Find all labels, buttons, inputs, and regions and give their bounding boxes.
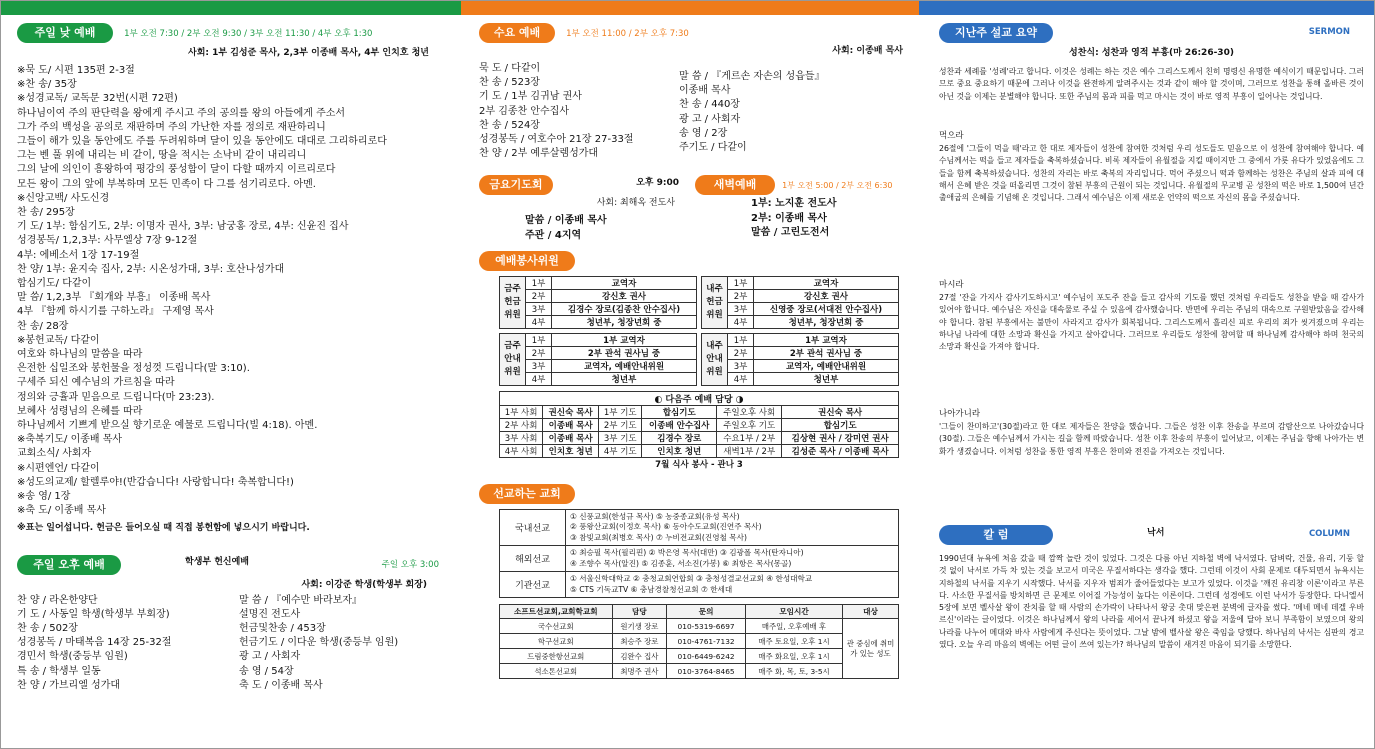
mission-group-cell: 학구선교회 [500,634,613,649]
committee-table [499,276,697,329]
mission-items [566,572,899,598]
afternoon-right-list [239,594,447,693]
committee-person: 청년부, 청장년회 중 [552,315,697,328]
next-week-cell: 4부 사회 [500,444,543,457]
afternoon-line: 경민서 학생(중등부 임원) [17,651,128,663]
committee-part: 3부 [526,302,552,315]
wednesday-line: 광 고 / 사회자 [679,113,741,125]
order-line: ※축복기도/ 이종배 목사 [17,434,123,446]
next-week-cell: 김성준 목사 / 이종배 목사 [782,444,899,457]
order-line: 구세주 되신 예수님의 가르침을 따라 [17,377,175,389]
committee-label: 금주 안내 위원 [500,333,526,385]
mission-item: ③ 참빛교회(최병호 목사) ⑦ 누비전교회(진영철 목사) [570,532,747,542]
next-week-cell: 이종배 목사 [543,418,599,431]
order-line: 그의 날에 의인이 흥왕하여 평강의 풍성함이 달이 다할 때까지 이르리로다 [17,164,336,176]
next-week-cell: 3부 사회 [500,431,543,444]
committee-person: 청년부 [754,372,899,385]
dawn-service-title: 새벽예배 [695,175,775,195]
afternoon-line: 송 영 / 54장 [239,665,294,677]
order-line: ※성도의교제/ 할렐루야!(반갑습니다! 사랑합니다! 축복합니다!) [17,476,294,488]
dawn-service-list [695,197,909,240]
order-line: 합심기도/ 다같이 [17,278,92,290]
afternoon-line: 헌금기도 / 이다운 학생(중등부 임원) [239,637,399,649]
mission-item: ① 서울신학대학교 ② 충청교회연합회 ③ 충청성결교선교회 ④ 한성대학교 [570,574,813,584]
next-week-cell: 인치호 청년 [642,444,717,457]
next-week-cell: 주일오후 사회 [717,405,782,418]
afternoon-line: 광 고 / 사회자 [239,651,301,663]
sermon-section-body: 26절에 '그들이 먹을 때'라고 한 대로 제자들이 성찬에 참여한 것처럼 우리 성도들도 믿음으로 이 성찬에 참여해야 합니다. 예수님께서는 떡을 들고 제자들을 축복하셨습니다. 비록 제자들이 유월절을 지킬 때이지만 그 중에서 가룟 유다가 있었음에도 그들을 함께 축복하셨습니다. 성찬의 자리는 바로 축복의 자리입니다. 먹어 주셨으니 떡과 함께하는 성찬은 주님의 살과 피에 대해서 은혜 받은 것을 떠올리면 그것이 참된 부흥의 근원이 되는 것입니다. 유월절의 무교병 곧 성찬의 떡은 바로 1,500여 년간 출애굽의 은혜를 기념해 온 것입니다. 그래서 예수님은 이제 새로운 언약의 떡으로 자신의 몸을 주셨습니다. [939,144,1364,203]
mission-group-cell: 010-3764-8465 [667,664,746,679]
wednesday-line: 2부 김종찬 안수집사 [479,105,569,117]
friday-prayer-block [479,173,689,242]
committee-part: 4부 [526,315,552,328]
mission-group-head: 문의 [667,605,746,619]
mission-items [566,546,899,572]
committee-part: 4부 [728,372,754,385]
column-weekday [479,15,909,746]
committee-table [499,333,697,386]
blue-band [919,1,1375,15]
order-line: ※송 영/ 1장 [17,491,71,503]
mission-label: 국내선교 [500,509,566,546]
committee-part: 1부 [526,333,552,346]
friday-prayer-list [479,214,689,242]
wednesday-line: 찬 송 / 524장 [479,119,540,131]
committee-person: 신영중 장로(서대전 안수집사) [754,302,899,315]
next-week-cell: 2부 기도 [599,418,642,431]
sermon-tag: SERMON [1308,27,1350,37]
afternoon-left-list [17,594,239,693]
mission-group-head: 담당 [612,605,667,619]
next-week-cell: 수요1부 / 2부 [717,431,782,444]
next-week-cell: 김상현 권사 / 강미연 권사 [782,431,899,444]
mission-group-head: 대상 [843,605,899,619]
next-week-cell: 인치호 청년 [543,444,599,457]
wednesday-line: 이종배 목사 [679,85,731,97]
dawn-service-time: 1부 오전 5:00 / 2부 오전 6:30 [782,181,893,191]
sunday-service-title: 주일 낮 예배 [17,23,113,43]
service-committee-tables [479,276,909,386]
mission-group-target: 관 중심에 취미가 있는 성도 [843,619,899,679]
committee-part: 2부 [728,289,754,302]
orange-band [461,1,919,15]
friday-line: 말씀 / 이종배 목사 [525,215,607,227]
committee-person: 교역자 [754,276,899,289]
committee-label: 내주 안내 위원 [702,333,728,385]
next-week-table [479,391,909,470]
order-line: 찬 양/ 1부: 윤지숙 집사, 2부: 시온성가대, 3부: 호산나성가대 [17,263,285,275]
next-week-cell: 주일오후 기도 [717,418,782,431]
friday-prayer-presider: 사회: 최해옥 전도사 [596,198,675,209]
next-week-cell: 1부 사회 [500,405,543,418]
mission-group-cell: 최명주 권사 [612,664,667,679]
mission-group-head: 모임시간 [746,605,843,619]
sunday-presider: 사회: 1부 김성준 목사, 2,3부 이종배 목사, 4부 인치호 청년 [188,48,429,58]
mission-groups-table [479,604,909,679]
committee-part: 1부 [728,333,754,346]
wednesday-service-times: 1부 오전 11:00 / 2부 오후 7:30 [566,29,689,39]
mission-group-cell: 매주 토요일, 오후 1시 [746,634,843,649]
committee-person: 교역자 [552,276,697,289]
wednesday-line: 찬 양 / 2부 예루살렘성가대 [479,148,599,160]
next-week-cell: 새벽1부 / 2부 [717,444,782,457]
afternoon-line: 축 도 / 이종배 목사 [239,679,323,691]
mission-group-cell: 최승주 장로 [612,634,667,649]
wednesday-line: 성경봉독 / 여호수아 21장 27-33절 [479,134,634,146]
dawn-line: 말씀 / 고린도전서 [751,226,830,238]
wednesday-presider: 사회: 이종배 목사 [832,46,903,56]
order-line: 그는 벤 풀 위에 내리는 비 같이, 땅을 적시는 소낙비 같이 내리리니 [17,150,307,162]
sermon-section-head: 마시라 [939,280,964,290]
order-line: 기 도/ 1부: 함심기도, 2부: 이명자 권사, 3부: 남궁홍 장로, 4부: 신윤진 집사 [17,221,349,233]
order-line: 4부: 에베소서 1장 17-19절 [17,249,140,261]
afternoon-line: 설명진 전도사 [239,608,301,620]
sermon-intro: 성찬과 세례를 '성례'라고 합니다. 이것은 성례는 하는 것은 예수 그리스도께서 친히 명령신 유명한 예식이기 때문입니다. 그러므로 중요 중요하기 때문에 그러나 이것을 완전하게 알려주시는 것과 같이 해야 할 것이며, 그러므로 성찬을 통해 올바른 것이 아닌 것을 이제는 분별해야 합니다. 또한 주님의 몸과 피를 먹고 마시는 것이 바로 영적 부흥이 일어나는 것입니다. [939,67,1364,101]
wednesday-line: 묵 도 / 다같이 [479,63,541,74]
order-line: ※찬 송/ 35장 [17,79,77,91]
order-line: 정의와 긍휼과 믿음으로 드립니다(마 23:23). [17,391,215,403]
order-line: 하나님이여 주의 판단력을 왕에게 주시고 주의 공의를 왕의 아들에게 주소서 [17,107,346,119]
committee-table [701,276,899,329]
mission-group-cell: 김완수 집사 [612,649,667,664]
next-week-cell: 합심기도 [782,418,899,431]
column-sunday [17,15,447,746]
sunday-order-list [17,64,447,519]
afternoon-line: 찬 양 / 가브리엘 성가대 [17,679,121,691]
committee-person: 청년부 [552,372,697,385]
committee-person: 교역자, 예배안내위원 [754,359,899,372]
wednesday-line: 찬 송 / 440장 [679,99,740,111]
committee-part: 1부 [728,276,754,289]
wednesday-line: 주기도 / 다같이 [679,142,747,154]
committee-person: 1부 교역자 [754,333,899,346]
column-sermon [939,15,1364,746]
mission-item: ⑤ CTS 기독교TV ⑥ 충남경찰청선교회 ⑦ 한세대 [570,584,733,594]
mission-group-cell: 국수선교회 [500,619,613,634]
mission-group-cell: 석소톤선교회 [500,664,613,679]
service-committee-title: 예배봉사위원 [479,251,575,271]
committee-block-guide [499,333,909,386]
mission-label: 기관선교 [500,572,566,598]
mission-group-cell: 매주일, 오후예배 후 [746,619,843,634]
order-line: 여호와 하나님의 말씀을 따라 [17,349,143,361]
order-line: 보혜사 성령님의 은혜를 따라 [17,405,143,417]
mission-group-cell: 010-5319-6697 [667,619,746,634]
next-week-cell: 김경수 장로 [642,431,717,444]
next-week-cell: 권신숙 목사 [782,405,899,418]
next-week-cell: 3부 기도 [599,431,642,444]
afternoon-line: 찬 송 / 502장 [17,622,78,634]
next-week-cell: 합심기도 [642,405,717,418]
order-line: 찬 송/ 28장 [17,320,69,332]
sermon-section-head: 먹으라 [939,131,964,141]
order-line: ※축 도/ 이종배 목사 [17,505,106,517]
order-line: ※묵 도/ 시편 135편 2-3절 [17,65,135,76]
order-line: 성경봉독/ 1,2,3부: 사무엘상 7장 9-12절 [17,235,198,247]
order-line: 말 씀/ 1,2,3부 『회개와 부흥』 이종배 목사 [17,292,211,304]
committee-label: 내주 헌금 위원 [702,276,728,328]
mission-table [479,509,909,599]
committee-part: 3부 [728,302,754,315]
mission-item: ① 신풍교회(한성규 목사) ⑤ 농중종교회(유성 목사) [570,511,740,521]
wednesday-service-title: 수요 예배 [479,23,555,43]
committee-part: 3부 [526,359,552,372]
dawn-service-block [689,173,909,242]
afternoon-line: 헌금및찬송 / 453장 [239,622,326,634]
committee-table [701,333,899,386]
sermon-summary-title: 지난주 설교 요약 [939,23,1053,43]
order-line: 찬 송/ 295장 [17,207,75,219]
committee-person: 청년부, 청장년회 중 [754,315,899,328]
committee-part: 4부 [728,315,754,328]
friday-line: 주관 / 4지역 [525,229,582,241]
wednesday-line: 찬 송 / 523장 [479,77,540,89]
mission-group-cell: 010-4761-7132 [667,634,746,649]
dawn-line: 1부: 노지훈 전도사 [751,198,837,210]
wednesday-line: 송 영 / 2장 [679,127,728,139]
mission-title: 선교하는 교회 [479,484,575,504]
order-line: 은전한 십일조와 봉헌물을 정성껏 드립니다(말 3:10). [17,363,250,375]
afternoon-line: 기 도 / 사동일 학생(학생부 부회장) [17,608,170,620]
wednesday-right-list [679,62,909,161]
order-line: 교회소식/ 사회자 [17,448,92,460]
sermon-sections [939,130,1364,501]
next-week-cell: 이종배 목사 [543,431,599,444]
green-band [1,1,461,15]
committee-person: 강신호 권사 [754,289,899,302]
friday-prayer-time: 오후 9:00 [636,178,679,189]
dawn-line: 2부: 이종배 목사 [751,212,827,224]
order-line: ※시편엔언/ 다같이 [17,462,100,474]
mission-group-head: 소프트선교회,교회학교회 [500,605,613,619]
committee-part: 1부 [526,276,552,289]
committee-person: 강신호 권사 [552,289,697,302]
committee-label: 금주 헌금 위원 [500,276,526,328]
committee-part: 2부 [526,346,552,359]
mission-item: ② 풍왕산교회(이정호 목사) ⑥ 동아수도교회(진연주 목사) [570,522,762,532]
mission-group-cell: 드림중한항선교회 [500,649,613,664]
committee-person: 2부 관석 권사님 중 [552,346,697,359]
committee-part: 2부 [526,289,552,302]
sermon-heading: 성찬식: 성찬과 영적 부흥(마 26:26-30) [1069,48,1234,58]
afternoon-service-title: 주일 오후 예배 [17,555,121,575]
wednesday-line: 말 씀 / 『게르손 자손의 성읍들』 [679,71,825,82]
afternoon-heading: 학생부 헌신예배 [185,556,249,567]
afternoon-time: 주일 오후 3:00 [381,559,439,570]
committee-person: 2부 관석 권사님 중 [754,346,899,359]
committee-person: 김경수 장로(김종찬 안수집사) [552,302,697,315]
wednesday-left-list [479,62,679,161]
sermon-section-body: '그들이 찬미하고'(30절)라고 한 대로 제자들은 찬양을 했습니다. 그들은 성찬 이후 찬송을 부르며 감람산으로 나아갔습니다(30절). 그들은 예수님께서 가시는 길을 함께 따랐습니다. 성찬 이후 찬송의 부흥이 일어났고, 이제는 주님을 향해 나아가는 변화가 생겼습니다. 이처럼 성찬을 통한 영적 부흥은 찬미와 전진을 가져오는 것입니다. [939,422,1364,456]
column-tag: COLUMN [1308,529,1350,539]
order-line: ※성경교독/ 교독문 32번(시편 72편) [17,93,178,105]
mission-items [566,509,899,546]
order-line: 모든 왕이 그의 앞에 부복하며 모든 민족이 다 그를 섬기리로다. 아멘. [17,178,316,190]
afternoon-line: 말 씀 / 『예수만 바라보자』 [239,594,363,606]
committee-part: 2부 [728,346,754,359]
mission-group-cell: 010-6449-6242 [667,649,746,664]
order-line: ※봉헌교독/ 다같이 [17,334,100,346]
next-week-cell: 1부 기도 [599,405,642,418]
committee-person: 교역자, 예배안내위원 [552,359,697,372]
order-line: 그들이 해가 있을 동안에도 주를 두려워하며 달이 있을 동안에도 대대로 그리하리로다 [17,136,387,148]
order-line: 하나님께서 기쁘게 받으실 향기로운 예물로 드립니다(빌 4:18). 아멘. [17,420,318,432]
sermon-section-head: 나아가니라 [939,409,981,419]
mission-item: ① 최승필 목사(필리핀) ② 박은영 목사(대만) ③ 김광폴 목사(탄자니아) [570,548,804,558]
sunday-service-times: 1부 오전 7:30 / 2부 오전 9:30 / 3부 오전 11:30 / 4부 오후 1:30 [124,29,373,39]
next-week-cell: 이종배 안수집사 [642,418,717,431]
mission-item: ④ 조향수 목사(알진) ⑤ 김종훈, 서소진(가봉) ⑥ 최항은 목사(몽골) [570,558,792,568]
mission-group-cell: 매주 화, 목, 토, 3-5시 [746,664,843,679]
afternoon-presider: 사회: 이강준 학생(학생부 회장) [301,579,427,590]
sunday-note: ※표는 일어섭니다. 헌금은 들어오실 때 직접 봉헌함에 넣으시기 바랍니다. [17,522,310,533]
column-body: 1990년대 뉴욕에 처음 갔을 때 깜짝 놀란 것이 있었다. 그것은 다름 아닌 지하철 벽에 낙서였다. 담벼락, 건물, 유리, 기둥 할 것 없이 낙서로 가득 차 있는 것을 보고서 미국은 무질서하다는 생각을 했다. 그런데 이것이 사회 문제로 대두되면서 뉴욕시는 지하철의 낙서를 지우기 시작했다. 낙서를 지우자 범죄가 줄어들었다는 보고가 있었다. 이것을 '깨진 유리창 이론'이라고 부른다. 사소한 무질서를 방치하면 큰 문제로 이어질 가능성이 높다는 이론이다. 그런데 성경에도 이런 낙서가 등장한다. 다니엘서 5장에 보면 벨사살 왕이 잔치를 할 때 사람의 손가락이 나타나서 왕궁 촛대 맞은편 분벽에 글자를 썼다. '메네 메네 데겔 우바르신'이라는 글이었다. 이것은 하나님께서 왕의 나라를 세어서 끝나게 하셨고 왕을 저울에 달아 보니 부족함이 보였으며 왕의 나라를 나누어 메대와 바사 사람에게 주신다는 뜻이었다. 그날 밤에 벨사살 왕은 죽임을 당했다. 하나님의 낙서는 심판의 경고였다. 오늘 우리 마음의 벽에는 어떤 글이 쓰여 있는가? 하나님의 말씀이 새겨진 마음이 되기를 소망한다. [939,554,1364,650]
mission-label: 해외선교 [500,546,566,572]
committee-part: 3부 [728,359,754,372]
next-week-cell: 2부 사회 [500,418,543,431]
mission-group-cell: 매주 화요일, 오후 1시 [746,649,843,664]
sermon-section-body: 27절 '잔을 가지사 감사기도하시고' 예수님이 포도주 잔을 들고 감사의 기도를 했던 것처럼 우리들도 성찬을 받을 때 감사가 있어야 합니다. 예수님은 자신을 대속물로 주실 수 있음에 감사했습니다. 반면에 우리는 주님의 대속으로 구원받았음을 감사해야 합니다. 참된 부흥에서는 불만이 사라지고 감사가 회복됩니다. 그리스도께서 흘리신 피로 우리의 죄가 씻겨졌으며 우리는 하나님 나라에 대한 소망과 확신을 가지고 살아갑니다. 그러므로 우리들도 성찬에 참여할 때 하나님께 감사해야 하며 천국의 소망과 확신을 가져야 합니다. [939,293,1364,352]
mission-group-cell: 원기생 장로 [612,619,667,634]
friday-prayer-title: 금요기도회 [479,175,553,195]
next-week-title: ◐ 다음주 예배 담당 ◑ [500,391,899,405]
committee-person: 1부 교역자 [552,333,697,346]
order-line: 그가 주의 백성을 공의로 재판하며 주의 가난한 자를 정의로 재판하리니 [17,121,326,133]
afternoon-line: 찬 양 / 라온한양단 [17,594,98,606]
meal-service: 7월 식사 봉사 - 관나 3 [655,459,743,470]
order-line: ※신앙고백/ 사도신경 [17,192,110,204]
column-title: 칼 럼 [939,525,1053,545]
afternoon-line: 성경봉독 / 마태복음 14장 25-32절 [17,637,172,649]
column-heading: 낙서 [1147,528,1165,538]
next-week-cell: 권신숙 목사 [543,405,599,418]
mission-group-table [499,604,899,679]
wednesday-line: 기 도 / 1부 김귀남 권사 [479,91,582,103]
committee-part: 4부 [526,372,552,385]
committee-block-offering [499,276,909,329]
order-line: 4부 『함께 하시기를 구하노라』 구제영 목사 [17,306,214,318]
next-week-cell: 4부 기도 [599,444,642,457]
afternoon-line: 특 송 / 학생부 일동 [17,665,101,677]
mission-support-table [499,509,899,599]
next-week-duty-table [499,391,899,470]
